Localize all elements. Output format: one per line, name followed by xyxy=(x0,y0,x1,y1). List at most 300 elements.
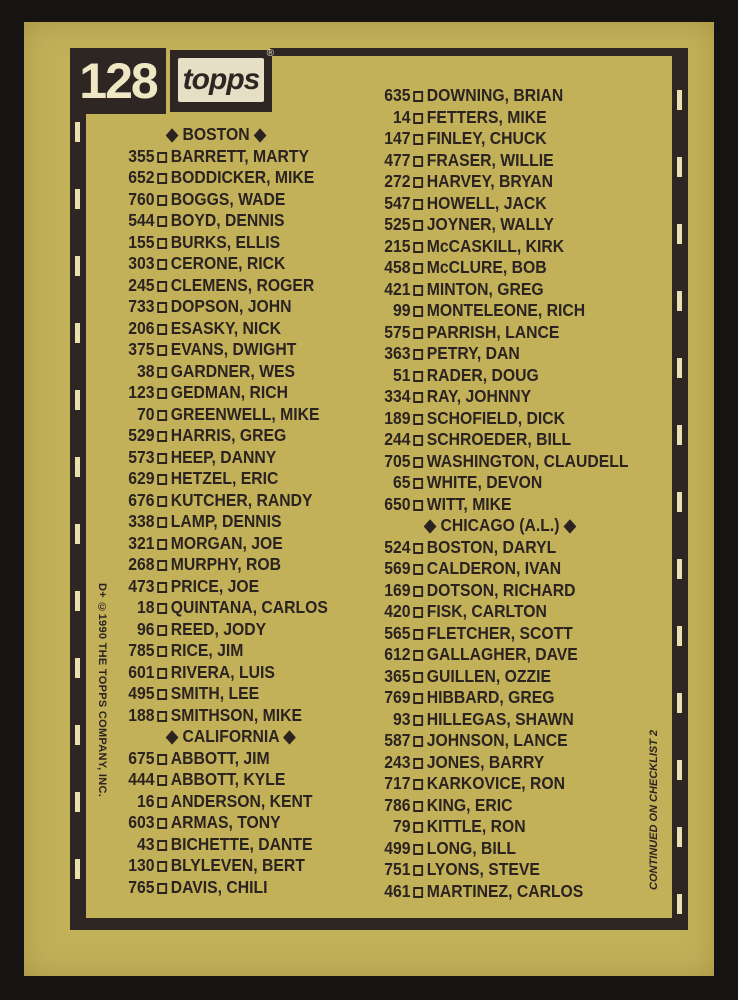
checklist-row xyxy=(370,451,629,472)
checkbox[interactable] xyxy=(413,285,423,296)
checklist-row xyxy=(370,687,554,708)
checklist-row xyxy=(114,683,259,704)
copyright-text: D+ ©1990 THE TOPPS COMPANY, INC. xyxy=(96,583,108,798)
checkbox[interactable] xyxy=(413,263,423,274)
checklist-row xyxy=(370,730,568,751)
card-number-label: 733 xyxy=(128,296,155,316)
checklist-row xyxy=(114,361,295,382)
checkbox[interactable] xyxy=(413,564,423,575)
checklist-row xyxy=(370,472,542,493)
player-name: JONES, BARRY xyxy=(426,751,545,772)
player-name: SCHOFIELD, DICK xyxy=(426,407,565,428)
checkbox[interactable] xyxy=(157,861,167,872)
card-number-label: 587 xyxy=(384,730,411,750)
player-name: HARRIS, GREG xyxy=(170,425,287,445)
checkbox[interactable] xyxy=(413,715,423,726)
checklist-row xyxy=(370,601,547,622)
card-number-label: 785 xyxy=(128,640,155,660)
checkbox[interactable] xyxy=(413,435,423,446)
card-number-label: 38 xyxy=(136,360,155,381)
player-name: LAMP, DENNIS xyxy=(170,511,282,531)
player-name: MURPHY, ROB xyxy=(170,554,281,574)
player-name: FRASER, WILLIE xyxy=(426,149,554,170)
checklist-row xyxy=(114,167,314,188)
card-number-label: 760 xyxy=(128,188,155,209)
checkbox[interactable] xyxy=(157,238,167,249)
card-number-label: 272 xyxy=(384,171,411,191)
checkbox[interactable] xyxy=(157,474,167,485)
card-number-label: 14 xyxy=(392,106,411,127)
frame-dash xyxy=(75,256,80,276)
checklist-row xyxy=(370,752,544,773)
checklist-row xyxy=(370,85,563,106)
player-name: BOYD, DENNIS xyxy=(170,210,285,230)
checklist-row xyxy=(370,537,556,558)
card-number-label: 705 xyxy=(384,450,411,471)
checklist-row xyxy=(114,339,296,360)
frame-dash xyxy=(677,760,682,780)
checklist-row xyxy=(114,748,270,769)
player-name: HOWELL, JACK xyxy=(426,192,547,213)
checkbox[interactable] xyxy=(157,367,167,378)
checkbox[interactable] xyxy=(413,328,423,339)
player-name: McCASKILL, KIRK xyxy=(426,235,565,256)
checkbox[interactable] xyxy=(157,560,167,571)
card-number-label: 421 xyxy=(384,278,411,299)
player-name: HETZEL, ERIC xyxy=(170,468,279,488)
player-name: ABBOTT, JIM xyxy=(170,747,270,768)
player-name: GARDNER, WES xyxy=(170,360,295,381)
frame-dash xyxy=(75,189,80,209)
card-number-label: 786 xyxy=(384,794,411,815)
player-name: RIVERA, LUIS xyxy=(170,661,275,682)
player-name: GEDMAN, RICH xyxy=(170,382,288,402)
frame-bottom-border xyxy=(70,918,688,930)
card-number-label: 155 xyxy=(128,231,155,252)
checkbox[interactable] xyxy=(157,324,167,335)
card-number-label: 93 xyxy=(392,708,411,729)
checklist-row xyxy=(114,640,243,661)
frame-dash xyxy=(677,358,682,378)
checklist-row xyxy=(370,773,565,794)
card-number-label: 544 xyxy=(128,210,155,230)
player-name: BURKS, ELLIS xyxy=(170,231,281,252)
card-number-label: 99 xyxy=(392,300,411,320)
frame-dash xyxy=(677,693,682,713)
checkbox[interactable] xyxy=(157,388,167,399)
card-number-label: 575 xyxy=(384,321,411,342)
player-name: FETTERS, MIKE xyxy=(426,106,547,127)
checkbox[interactable] xyxy=(157,517,167,528)
card-number-label: 612 xyxy=(384,644,411,664)
checklist-row xyxy=(114,769,285,790)
checklist-row xyxy=(114,554,281,575)
card-number-label: 243 xyxy=(384,751,411,772)
player-name: HEEP, DANNY xyxy=(170,446,277,467)
card-number-label: 51 xyxy=(392,364,411,385)
player-name: SMITH, LEE xyxy=(170,683,260,703)
checklist-row xyxy=(370,279,544,300)
card-number-label: 569 xyxy=(384,558,411,578)
checkbox[interactable] xyxy=(413,349,423,360)
card-number-label: 565 xyxy=(384,622,411,643)
card-number-label: 573 xyxy=(128,446,155,467)
card-number-label: 675 xyxy=(128,747,155,768)
checkbox[interactable] xyxy=(157,797,167,808)
frame-dash xyxy=(677,224,682,244)
checklist-row xyxy=(114,146,309,167)
card-number-label: 338 xyxy=(128,511,155,531)
card-number-label: 215 xyxy=(384,235,411,256)
checkbox[interactable] xyxy=(413,844,423,855)
card-number-label: 458 xyxy=(384,257,411,277)
card-number-label: 524 xyxy=(384,536,411,557)
card-number-label: 629 xyxy=(128,468,155,488)
checkbox[interactable] xyxy=(413,113,423,124)
card-number-label: 547 xyxy=(384,192,411,213)
card-number-label: 473 xyxy=(128,575,155,596)
player-name: LONG, BILL xyxy=(426,837,516,858)
player-name: ABBOTT, KYLE xyxy=(170,769,286,789)
checklist-row xyxy=(370,558,561,579)
checklist-row xyxy=(114,619,266,640)
checklist-row xyxy=(370,386,531,407)
frame-dash xyxy=(677,425,682,445)
card-number-label: 268 xyxy=(128,554,155,574)
checkbox[interactable] xyxy=(157,152,167,163)
player-name: GALLAGHER, DAVE xyxy=(426,644,578,664)
checklist-row xyxy=(114,232,280,253)
checkbox[interactable] xyxy=(413,91,423,102)
checkbox[interactable] xyxy=(413,736,423,747)
card-number-label: 189 xyxy=(384,407,411,428)
frame-dash xyxy=(75,323,80,343)
player-name: MARTINEZ, CARLOS xyxy=(426,880,584,901)
player-name: GREENWELL, MIKE xyxy=(170,403,320,424)
checkbox[interactable] xyxy=(157,754,167,765)
card-number-label: 769 xyxy=(384,687,411,707)
checkbox[interactable] xyxy=(413,371,423,382)
checkbox[interactable] xyxy=(413,242,423,253)
checkbox[interactable] xyxy=(413,414,423,425)
player-name: CLEMENS, ROGER xyxy=(170,274,315,295)
player-name: BOSTON, DARYL xyxy=(426,536,557,557)
checklist-row xyxy=(114,189,285,210)
player-name: MORGAN, JOE xyxy=(170,532,283,553)
card-number: 128 xyxy=(70,48,166,114)
card-number-label: 525 xyxy=(384,214,411,234)
checklist-row xyxy=(370,343,520,364)
checklist-row xyxy=(114,533,283,554)
checkbox[interactable] xyxy=(157,281,167,292)
checklist-row xyxy=(114,877,268,898)
card-number-label: 601 xyxy=(128,661,155,682)
continued-note: CONTINUED ON CHECKLIST 2 xyxy=(648,729,660,890)
checklist-row xyxy=(370,644,578,665)
checkbox[interactable] xyxy=(413,177,423,188)
frame-dash xyxy=(677,291,682,311)
checkbox[interactable] xyxy=(413,500,423,511)
checklist-row xyxy=(370,795,512,816)
card-number-label: 529 xyxy=(128,425,155,445)
player-name: BICHETTE, DANTE xyxy=(170,833,313,854)
checkbox[interactable] xyxy=(413,887,423,898)
player-name: ARMAS, TONY xyxy=(170,812,281,832)
card-number-label: 147 xyxy=(384,128,411,148)
player-name: BARRETT, MARTY xyxy=(170,145,309,166)
player-name: PARRISH, LANCE xyxy=(426,321,560,342)
card-number-label: 499 xyxy=(384,837,411,858)
checklist-row xyxy=(114,318,281,339)
frame-right-border xyxy=(672,48,688,930)
checklist-row xyxy=(370,150,554,171)
player-name: SCHROEDER, BILL xyxy=(426,429,572,449)
checkbox[interactable] xyxy=(413,199,423,210)
checkbox[interactable] xyxy=(157,646,167,657)
checkbox[interactable] xyxy=(157,173,167,184)
checkbox[interactable] xyxy=(157,883,167,894)
checkbox[interactable] xyxy=(413,543,423,554)
checkbox[interactable] xyxy=(157,539,167,550)
checklist-row xyxy=(114,791,312,812)
checklist-row xyxy=(114,447,276,468)
checklist-row xyxy=(370,214,554,235)
checkbox[interactable] xyxy=(413,134,423,145)
checklist-row xyxy=(114,404,319,425)
checkbox[interactable] xyxy=(413,392,423,403)
frame-dash xyxy=(677,492,682,512)
checklist-row xyxy=(114,253,285,274)
checkbox[interactable] xyxy=(413,586,423,597)
card-number-label: 43 xyxy=(136,833,155,854)
card-number-label: 635 xyxy=(384,85,411,105)
player-name: SMITHSON, MIKE xyxy=(170,704,302,725)
player-name: FLETCHER, SCOTT xyxy=(426,622,573,643)
card-number-label: 303 xyxy=(128,253,155,273)
card-number-label: 495 xyxy=(128,683,155,703)
checklist-row xyxy=(114,275,314,296)
checklist-row xyxy=(114,834,312,855)
card-number-label: 652 xyxy=(128,167,155,187)
checklist-row xyxy=(114,597,328,618)
player-name: CERONE, RICK xyxy=(170,253,286,273)
checklist-row xyxy=(114,812,281,833)
frame-top-border xyxy=(270,48,688,56)
card-number-label: 96 xyxy=(136,618,155,639)
checkbox[interactable] xyxy=(157,496,167,507)
checkbox[interactable] xyxy=(157,216,167,227)
frame-dash xyxy=(75,725,80,745)
card-number-label: 650 xyxy=(384,493,411,514)
card-number-label: 355 xyxy=(128,145,155,166)
player-name: RADER, DOUG xyxy=(426,364,539,385)
card-number-label: 444 xyxy=(128,769,155,789)
player-name: WITT, MIKE xyxy=(426,493,512,514)
card-number-label: 420 xyxy=(384,601,411,621)
player-name: ANDERSON, KENT xyxy=(170,790,313,811)
player-name: BOGGS, WADE xyxy=(170,188,286,209)
player-name: McCLURE, BOB xyxy=(426,257,547,277)
checkbox[interactable] xyxy=(413,220,423,231)
player-name: PETRY, DAN xyxy=(426,343,520,363)
card-number-label: 65 xyxy=(392,472,411,492)
checkbox[interactable] xyxy=(157,689,167,700)
player-name: FINLEY, CHUCK xyxy=(426,128,547,148)
frame-dash xyxy=(677,626,682,646)
team-header: ◆ CHICAGO (A.L.) ◆ xyxy=(424,515,576,535)
player-name: LYONS, STEVE xyxy=(426,859,540,879)
checkbox[interactable] xyxy=(157,431,167,442)
player-name: RICE, JIM xyxy=(170,640,244,660)
checklist-row xyxy=(114,425,286,446)
checkbox[interactable] xyxy=(413,629,423,640)
frame-dash xyxy=(75,122,80,142)
player-name: MINTON, GREG xyxy=(426,278,544,299)
frame-dash xyxy=(75,658,80,678)
card-number-label: 365 xyxy=(384,665,411,686)
player-name: FISK, CARLTON xyxy=(426,601,547,621)
checkbox[interactable] xyxy=(157,625,167,636)
checklist-row xyxy=(114,855,305,876)
checklist-row xyxy=(370,580,575,601)
checklist-row xyxy=(370,257,547,278)
player-name: EVANS, DWIGHT xyxy=(170,339,297,359)
checkbox[interactable] xyxy=(413,779,423,790)
frame-dash xyxy=(75,859,80,879)
player-name: MONTELEONE, RICH xyxy=(426,300,586,320)
checkbox[interactable] xyxy=(157,818,167,829)
checklist-row xyxy=(370,300,585,321)
card-number-label: 334 xyxy=(384,386,411,406)
checkbox[interactable] xyxy=(157,775,167,786)
checkbox[interactable] xyxy=(413,156,423,167)
checklist-row xyxy=(370,236,564,257)
checkbox[interactable] xyxy=(413,693,423,704)
checkbox[interactable] xyxy=(157,711,167,722)
checkbox[interactable] xyxy=(413,478,423,489)
checkbox[interactable] xyxy=(413,822,423,833)
frame-dash xyxy=(677,559,682,579)
checkbox[interactable] xyxy=(157,410,167,421)
player-name: RAY, JOHNNY xyxy=(426,386,532,406)
checkbox[interactable] xyxy=(157,840,167,851)
player-name: REED, JODY xyxy=(170,618,267,639)
checklist-row xyxy=(370,365,539,386)
checklist-row xyxy=(370,881,583,902)
checklist-row xyxy=(114,210,284,231)
player-name: DOTSON, RICHARD xyxy=(426,579,576,600)
player-name: WHITE, DEVON xyxy=(426,472,543,492)
team-header: ◆ BOSTON ◆ xyxy=(166,124,267,144)
frame-dash xyxy=(677,90,682,110)
checkbox[interactable] xyxy=(157,582,167,593)
frame-dash xyxy=(75,591,80,611)
frame-dash xyxy=(75,390,80,410)
frame-dash xyxy=(75,457,80,477)
player-name: GUILLEN, OZZIE xyxy=(426,665,551,686)
checklist-row xyxy=(370,322,559,343)
checkbox[interactable] xyxy=(413,672,423,683)
checkbox[interactable] xyxy=(413,801,423,812)
frame-dash xyxy=(677,827,682,847)
checkbox[interactable] xyxy=(157,668,167,679)
checklist-row xyxy=(370,193,547,214)
checklist-row xyxy=(370,429,571,450)
checkbox[interactable] xyxy=(157,453,167,464)
checkbox[interactable] xyxy=(157,259,167,270)
checklist-row xyxy=(114,382,288,403)
frame-dash xyxy=(677,894,682,914)
checklist-row xyxy=(114,468,278,489)
checklist-row xyxy=(370,128,547,149)
card-number-label: 717 xyxy=(384,773,411,793)
player-name: DOWNING, BRIAN xyxy=(426,85,564,105)
checklist-row xyxy=(370,709,574,730)
checklist-row xyxy=(370,171,553,192)
player-name: KING, ERIC xyxy=(426,794,513,815)
checklist-row xyxy=(370,859,540,880)
checkbox[interactable] xyxy=(413,650,423,661)
checkbox[interactable] xyxy=(157,603,167,614)
card-number-label: 123 xyxy=(128,382,155,402)
checkbox[interactable] xyxy=(413,865,423,876)
card-number-label: 461 xyxy=(384,880,411,901)
checklist-row xyxy=(114,705,302,726)
player-name: BLYLEVEN, BERT xyxy=(170,855,305,875)
player-name: KUTCHER, RANDY xyxy=(170,489,313,510)
player-name: BODDICKER, MIKE xyxy=(170,167,315,187)
checkbox[interactable] xyxy=(413,607,423,618)
player-name: QUINTANA, CARLOS xyxy=(170,597,328,617)
player-name: JOYNER, WALLY xyxy=(426,214,554,234)
player-name: CALDERON, IVAN xyxy=(426,558,562,578)
card-number-label: 188 xyxy=(128,704,155,725)
card-number-label: 16 xyxy=(136,790,155,811)
player-name: PRICE, JOE xyxy=(170,575,260,596)
checklist-row xyxy=(114,490,312,511)
card-number-label: 477 xyxy=(384,149,411,170)
card-number-label: 363 xyxy=(384,343,411,363)
checkbox[interactable] xyxy=(413,457,423,468)
checkbox[interactable] xyxy=(157,302,167,313)
checklist-row xyxy=(370,838,516,859)
checklist-row xyxy=(114,296,291,317)
player-name: WASHINGTON, CLAUDELL xyxy=(426,450,629,471)
checkbox[interactable] xyxy=(157,195,167,206)
frame-dash xyxy=(75,524,80,544)
card-number-label: 130 xyxy=(128,855,155,875)
logo-wordmark: topps xyxy=(178,58,264,102)
player-name: DOPSON, JOHN xyxy=(170,296,292,316)
frame-dash xyxy=(75,792,80,812)
checklist-row xyxy=(114,511,282,532)
card-number-label: 70 xyxy=(136,403,155,424)
player-name: KARKOVICE, RON xyxy=(426,773,565,793)
card-number-label: 244 xyxy=(384,429,411,449)
card-number-label: 765 xyxy=(128,876,155,897)
team-header: ◆ CALIFORNIA ◆ xyxy=(166,726,296,746)
checklist-row xyxy=(370,408,565,429)
checklist-row xyxy=(370,623,573,644)
checklist-row xyxy=(370,494,512,515)
topps-logo xyxy=(170,50,272,112)
player-name: ESASKY, NICK xyxy=(170,317,281,338)
card-number-label: 603 xyxy=(128,812,155,832)
checklist-row xyxy=(370,666,551,687)
checkbox[interactable] xyxy=(413,306,423,317)
checkbox[interactable] xyxy=(157,345,167,356)
checkbox[interactable] xyxy=(413,758,423,769)
